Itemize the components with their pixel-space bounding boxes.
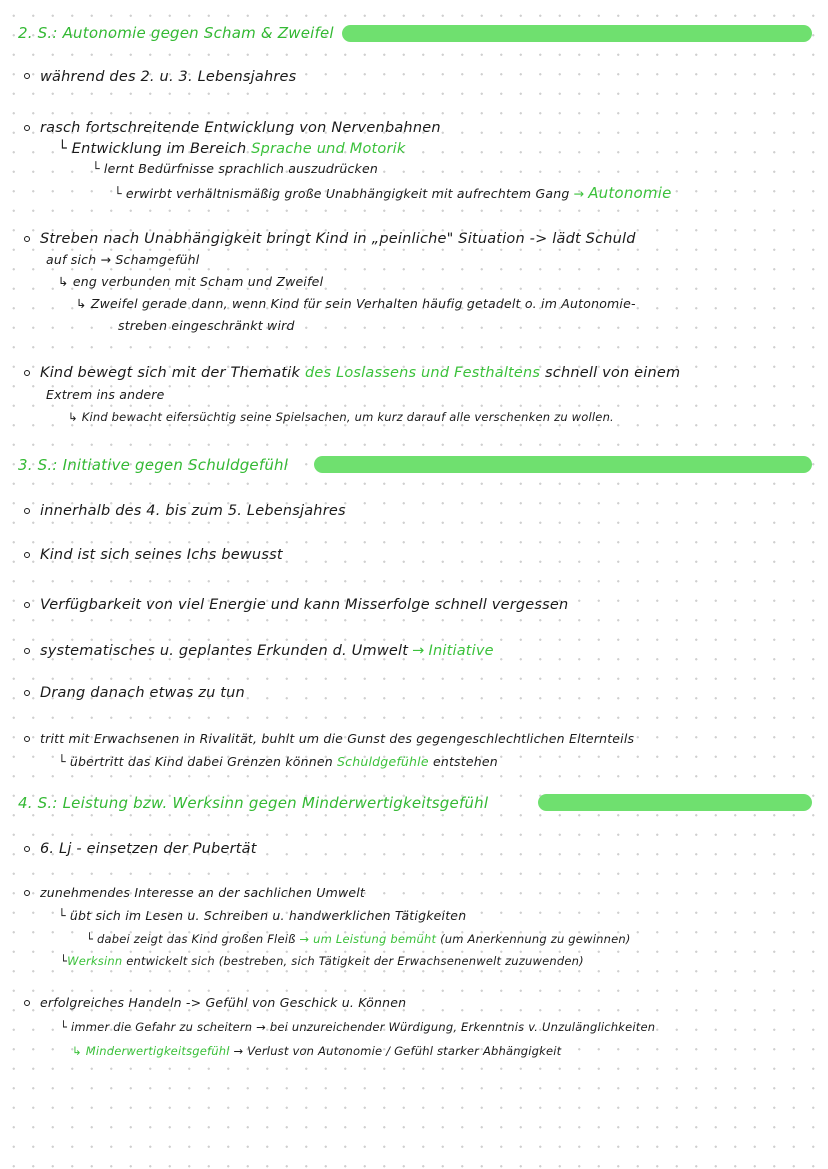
s4-bullet-2-sub-1: └ übt sich im Lesen u. Schreiben u. handwerklichen Tätigkeiten <box>58 908 467 923</box>
bullet-icon <box>24 73 30 79</box>
section-4-heading: 4. S.: Leistung bzw. Werksinn gegen Minderwertigkeitsgefühl <box>18 794 489 812</box>
bullet-icon <box>24 1000 30 1006</box>
bullet-icon <box>24 736 30 742</box>
s4-bullet-2: zunehmendes Interesse an der sachlichen Umwelt <box>40 885 366 900</box>
s3-bullet-3: Verfügbarkeit von viel Energie und kann Misserfolge schnell vergessen <box>40 597 569 613</box>
s2-bullet-2-sub-1: └ Entwicklung im Bereich Sprache und Motorik <box>58 141 406 157</box>
section-2-heading: 2. S.: Autonomie gegen Scham & Zweifel <box>18 24 334 42</box>
section-3-heading: 3. S.: Initiative gegen Schuldgefühl <box>18 456 289 474</box>
s3-bullet-1: innerhalb des 4. bis zum 5. Lebensjahres <box>40 503 346 519</box>
s2-bullet-3-sub-1: ↳ eng verbunden mit Scham und Zweifel <box>58 274 324 289</box>
bullet-icon <box>24 508 30 514</box>
section-3-highlight-bar <box>314 456 812 473</box>
bullet-icon <box>24 125 30 131</box>
s3-bullet-5: Drang danach etwas zu tun <box>40 685 245 701</box>
s2-bullet-3-line-2: auf sich → Schamgefühl <box>46 252 200 267</box>
s4-bullet-1: 6. Lj - einsetzen der Pubertät <box>40 841 257 857</box>
s4-bullet-3: erfolgreiches Handeln -> Gefühl von Geschick u. Können <box>40 995 407 1010</box>
bullet-icon <box>24 648 30 654</box>
s3-bullet-6-sub: └ übertritt das Kind dabei Grenzen können Schuldgefühle entstehen <box>58 754 498 769</box>
s4-bullet-3-sub-2: ↳ Minderwertigkeitsgefühl → Verlust von Autonomie / Gefühl starker Abhängigkeit <box>72 1044 562 1058</box>
s2-bullet-4-sub-1: ↳ Kind bewacht eifersüchtig seine Spielsachen, um kurz darauf alle verschenken zu wollen. <box>68 410 614 424</box>
bullet-icon <box>24 552 30 558</box>
s4-bullet-2-sub-3: └Werksinn entwickelt sich (bestreben, sich Tätigkeit der Erwachsenenwelt zuzuwenden) <box>60 954 584 968</box>
s2-bullet-1: während des 2. u. 3. Lebensjahres <box>40 69 297 85</box>
bullet-icon <box>24 690 30 696</box>
s2-bullet-4-line-1: Kind bewegt sich mit der Thematik des Loslassens und Festhaltens schnell von einem <box>40 365 681 381</box>
bullet-icon <box>24 602 30 608</box>
bullet-icon <box>24 370 30 376</box>
s2-bullet-3-line-1: Streben nach Unabhängigkeit bringt Kind in „peinliche" Situation -> lädt Schuld <box>40 231 636 247</box>
s2-bullet-2: rasch fortschreitende Entwicklung von Nervenbahnen <box>40 120 441 136</box>
bullet-icon <box>24 236 30 242</box>
s4-bullet-3-sub-1: └ immer die Gefahr zu scheitern → bei unzureichender Würdigung, Erkenntnis v. Unzulänglichkeiten <box>60 1020 656 1034</box>
s3-bullet-2: Kind ist sich seines Ichs bewusst <box>40 547 283 563</box>
s2-bullet-2-sub-2: └ lernt Bedürfnisse sprachlich auszudrücken <box>92 161 379 176</box>
s3-bullet-6-line-1: tritt mit Erwachsenen in Rivalität, buhlt um die Gunst des gegengeschlechtlichen Elternteils <box>40 731 635 746</box>
s3-bullet-4: systematisches u. geplantes Erkunden d. Umwelt → Initiative <box>40 643 494 659</box>
bullet-icon <box>24 890 30 896</box>
section-2-highlight-bar <box>342 25 812 42</box>
bullet-icon <box>24 846 30 852</box>
s2-bullet-2-sub-3: └ erwirbt verhältnismäßig große Unabhängigkeit mit aufrechtem Gang → Autonomie <box>114 184 672 202</box>
section-4-highlight-bar <box>538 794 812 811</box>
s2-bullet-4-line-2: Extrem ins andere <box>46 387 165 402</box>
s4-bullet-2-sub-2: └ dabei zeigt das Kind großen Fleiß → um Leistung bemüht (um Anerkennung zu gewinnen) <box>86 932 631 946</box>
s2-bullet-3-sub-2-line-2: streben eingeschränkt wird <box>118 318 295 333</box>
s2-bullet-3-sub-2-line-1: ↳ Zweifel gerade dann, wenn Kind für sein Verhalten häufig getadelt o. im Autonomie- <box>76 296 636 311</box>
